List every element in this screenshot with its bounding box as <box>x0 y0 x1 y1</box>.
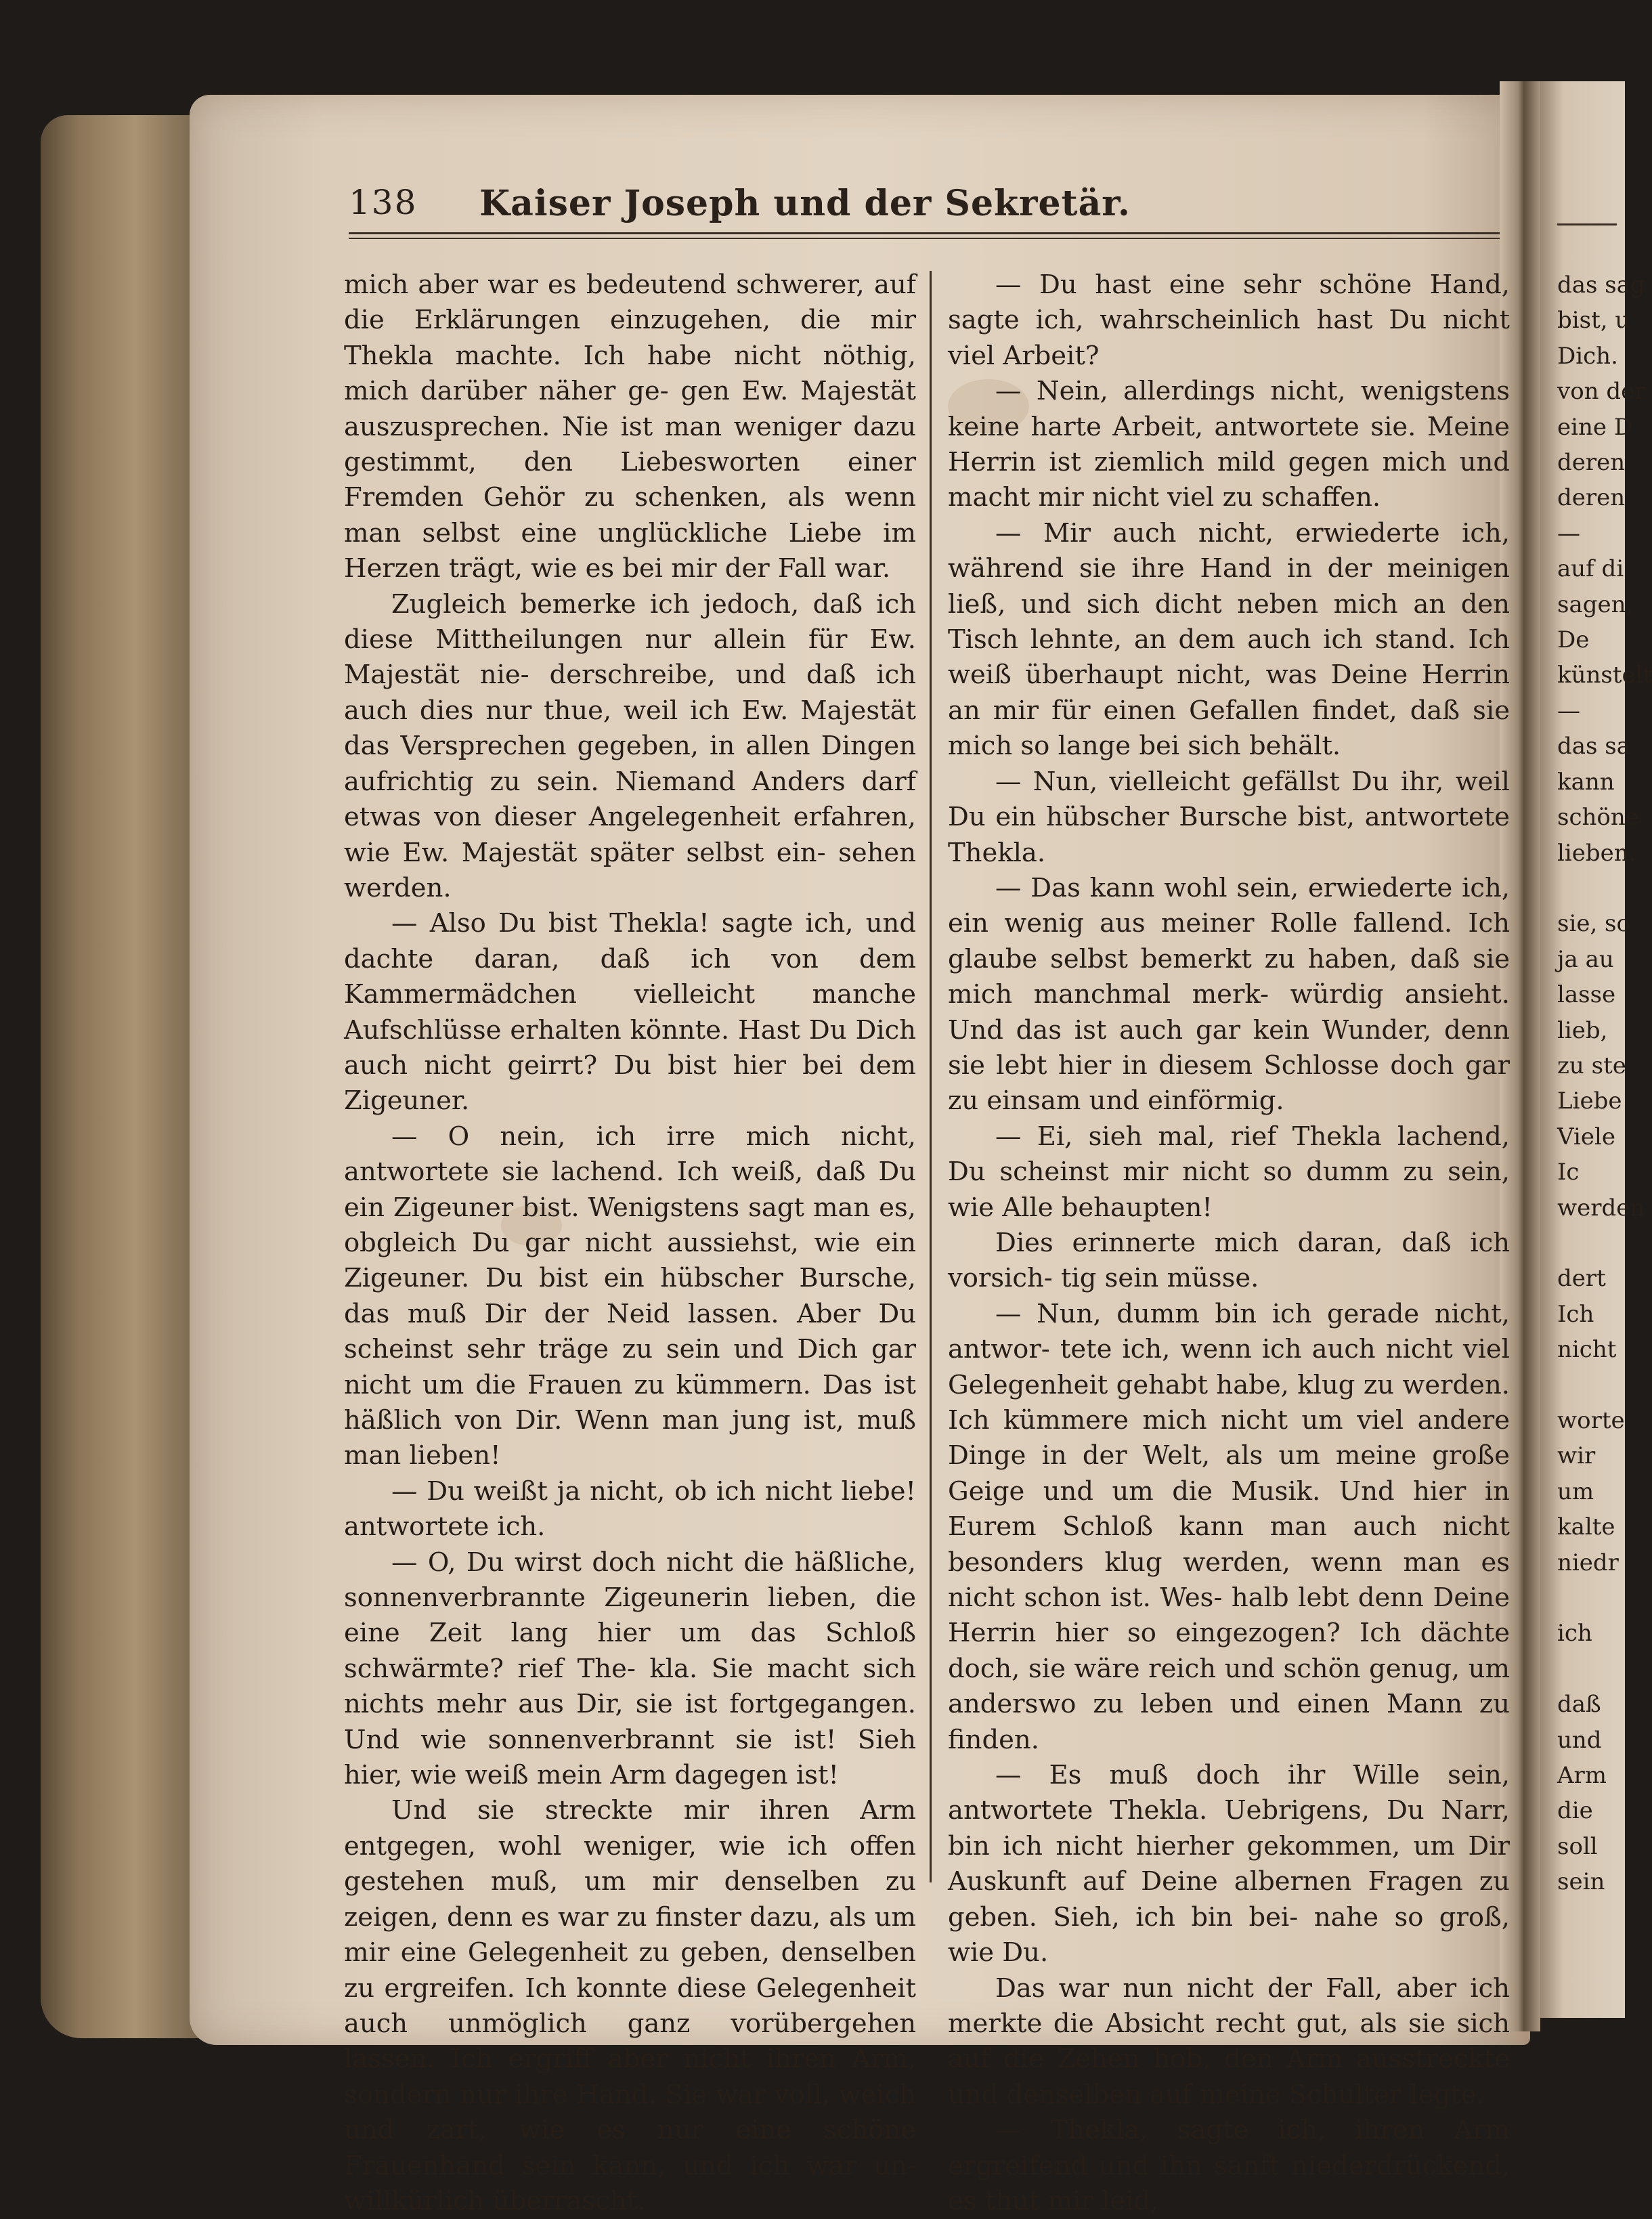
facing-page-fragment <box>1557 871 1617 906</box>
paragraph: Das war nun nicht der Fall, aber ich merkte die Absicht recht gut, als sie sich auf die Zehen hob, den Arm ausstreckte und denselben auf meine Schulter legte. <box>948 1973 1510 2110</box>
facing-page-fragment: bist, u <box>1557 307 1630 335</box>
facing-page-fragment: deren <box>1557 449 1626 477</box>
facing-page-fragment: auf di <box>1557 555 1624 583</box>
facing-page-fragment: das sag <box>1557 272 1645 299</box>
paragraph: — Also Du bist Thekla! sagte ich, und dachte daran, daß ich von dem Kammermädchen vielleicht manche Aufschlüsse erhalten könnte. Hast Du Dich auch nicht geirrt? Du bist hier bei dem Zigeuner. <box>344 908 916 1117</box>
facing-page-fragment: — <box>1557 519 1580 547</box>
facing-page-fragment <box>1557 1652 1617 1687</box>
facing-page-fragment: lieben. <box>1557 839 1636 867</box>
facing-page-fragment: nicht <box>1557 1336 1617 1364</box>
paragraph: Zugleich bemerke ich jedoch, daß ich diese Mittheilungen nur allein für Ew. Majestät nie- derschreibe, und daß ich auch dies nur thue, weil ich Ew. Majestät das Versprechen gegeben, in allen Dingen aufrichtig zu sein. Niemand Anders darf etwas von dieser Angelegenheit erfahren, wie Ew. Majestät später selbst ein- sehen werden. <box>344 588 916 903</box>
facing-page-fragment: und <box>1557 1726 1602 1754</box>
facing-page-fragment: soll <box>1557 1832 1598 1860</box>
paragraph: — Nun, vielleicht gefällst Du ihr, weil Du ein hübscher Bursche bist, antwortete Thekla. <box>948 766 1510 868</box>
paragraph: Und sie streckte mir ihren Arm entgegen, wohl weniger, wie ich offen gestehen muß, um mir denselben zu zeigen, denn es war zu finster dazu, als um mir eine Gelegenheit zu geben, denselben zu ergreifen. Ich konnte diese Gelegenheit auch unmöglich ganz vorübergehen lassen. Ich ergriff aber nicht ihren Arm, sondern nur ihre Hand. Sie war voll, weich und zart, wie es nur eine schöne Frauenhand sein kann, und ich war un- willkürlich überrascht. <box>344 1795 916 2216</box>
facing-page-fragment: wir <box>1557 1442 1596 1470</box>
facing-page-fragment: kann <box>1557 768 1615 796</box>
facing-page-fragment: Arm <box>1557 1762 1607 1790</box>
facing-page-rule <box>1557 223 1617 225</box>
facing-page-fragment: ich <box>1557 1620 1592 1647</box>
facing-page-fragment: dert <box>1557 1265 1606 1293</box>
paragraph: Dies erinnerte mich daran, daß ich vorsich- tig sein müsse. <box>948 1227 1510 1294</box>
facing-page-fragment: lieb, <box>1557 1016 1608 1044</box>
facing-page-fragment: Ich <box>1557 1300 1594 1328</box>
paragraph: — Das kann wohl sein, erwiederte ich, ein wenig aus meiner Rolle fallend. Ich glaube selbst bemerkt zu haben, daß sie mich manchmal merk- würdig ansieht. Und das ist auch gar kein Wunder, denn sie lebt hier in diesem Schlosse doch gar zu einsam und einförmig. <box>948 872 1510 1117</box>
facing-page-fragment <box>1557 1368 1617 1403</box>
facing-page-fragment: worte <box>1557 1407 1625 1434</box>
paragraph: — O nein, ich irre mich nicht, antwortete sie lachend. Ich weiß, daß Du ein Zigeuner bist. Wenigstens sagt man es, obgleich Du gar nicht aussiehst, wie ein Zigeuner. Du bist ein hübscher Bursche, das muß Dir der Neid lassen. Aber Du scheinst sehr träge zu sein und Dich gar nicht um die Frauen zu kümmern. Das ist häßlich von Dir. Wenn man jung ist, muß man lieben! <box>344 1121 916 1471</box>
facing-page-fragment: schöne <box>1557 804 1639 832</box>
facing-page-fragment: niedr <box>1557 1549 1619 1576</box>
facing-page-fragment: Dich. <box>1557 342 1618 370</box>
facing-page-fragment: um <box>1557 1478 1594 1505</box>
facing-page-fragment: Liebe <box>1557 1087 1622 1115</box>
facing-page-fragment: lasse <box>1557 981 1616 1009</box>
facing-page-text <box>1557 267 1652 1900</box>
facing-page-fragment: daß <box>1557 1691 1601 1719</box>
column-divider <box>930 271 932 1882</box>
paragraph: — Mir auch nicht, erwiederte ich, während sie ihre Hand in der meinigen ließ, und sich dicht neben mich an den Tisch lehnte, an dem auch ich stand. Ich weiß überhaupt nicht, was Deine Herrin an mir für einen Gefallen findet, daß sie mich so lange bei sich behält. <box>948 517 1510 762</box>
facing-page-fragment: sein <box>1557 1868 1605 1896</box>
facing-page-fragment <box>1557 1580 1617 1616</box>
paragraph: mich aber war es bedeutend schwerer, auf die Erklärungen einzugehen, die mir Thekla machte. Ich habe nicht nöthig, mich darüber näher ge- gen Ew. Majestät auszusprechen. Nie ist man weniger dazu gestimmt, den Liebesworten einer Fremden Gehör zu schenken, als wenn man selbst eine unglückliche Liebe im Herzen trägt, wie es bei mir der Fall war. <box>344 270 916 584</box>
paragraph: — Thekla, sagte ich, ihren Arm ergreifend und ihn sanft niederdrückend, es thut mir leid, <box>948 2115 1510 2216</box>
facing-page-fragment: kalte <box>1557 1513 1615 1541</box>
facing-page-fragment: Viele <box>1557 1123 1615 1150</box>
page-header <box>349 183 1500 230</box>
paragraph: — Du hast eine sehr schöne Hand, sagte ich, wahrscheinlich hast Du nicht viel Arbeit? <box>948 270 1510 371</box>
paragraph: — Ei, sieh mal, rief Thekla lachend, Du scheinst mir nicht so dumm zu sein, wie Alle behaupten! <box>948 1121 1510 1223</box>
paragraph: — O, Du wirst doch nicht die häßliche, sonnenverbrannte Zigeunerin lieben, die eine Zeit lang hier um das Schloß schwärmte? rief The- kla. Sie macht sich nichts mehr aus Dir, sie ist fortgegangen. Und wie sonnenverbrannt sie ist! Sieh hier, wie weiß mein Arm dagegen ist! <box>344 1547 916 1791</box>
paragraph: — Nun, dumm bin ich gerade nicht, antwor- tete ich, wenn ich auch nicht viel Gelegenheit gehabt habe, klug zu werden. Ich kümmere mich nicht um viel andere Dinge in der Welt, als um meine große Geige und um die Musik. Und hier in Eurem Schloß kann man auch nicht besonders klug werden, wenn man es nicht schon ist. Wes- halb lebt denn Deine Herrin hier so eingezogen? Ich dächte doch, sie wäre reich und schön genug, um anderswo zu leben und einen Mann zu finden. <box>948 1298 1510 1755</box>
facing-page-fragment: eine D <box>1557 413 1633 441</box>
header-rule <box>349 238 1500 239</box>
text-column-right <box>948 267 1510 2219</box>
running-title: Kaiser Joseph und der Sekretär. <box>479 183 1131 224</box>
facing-page-fragment: das sa <box>1557 733 1631 760</box>
facing-page-fragment: — <box>1557 697 1580 725</box>
facing-page-fragment <box>1557 1226 1617 1261</box>
facing-page-fragment: ja au <box>1557 945 1614 973</box>
facing-page-fragment: Ic <box>1557 1159 1580 1186</box>
paragraph: — Du weißt ja nicht, ob ich nicht liebe! antwortete ich. <box>344 1475 916 1543</box>
text-column-left <box>344 267 916 2219</box>
facing-page-fragment: künstelt <box>1557 662 1652 689</box>
facing-page-fragment: sagen, <box>1557 590 1634 618</box>
facing-page-fragment: sie, so <box>1557 910 1630 938</box>
facing-page-fragment: De <box>1557 626 1590 654</box>
facing-page-fragment: von der <box>1557 378 1646 406</box>
paragraph: — Nein, allerdings nicht, wenigstens keine harte Arbeit, antwortete sie. Meine Herrin ist ziemlich mild gegen mich und macht mir nicht viel zu schaffen. <box>948 376 1510 513</box>
header-rule <box>349 232 1500 234</box>
facing-page-fragment: zu ste <box>1557 1052 1626 1079</box>
facing-page-fragment: deren <box>1557 484 1626 512</box>
facing-page-fragment: werden <box>1557 1194 1645 1222</box>
page-number: 138 <box>349 183 418 222</box>
paragraph: — Es muß doch ihr Wille sein, antwortete Thekla. Uebrigens, Du Narr, bin ich nicht hierher gekommen, um Dir Auskunft auf Deine albernen Fragen zu geben. Sieh, ich bin bei- nahe so groß, wie Du. <box>948 1760 1510 1968</box>
facing-page-fragment: die <box>1557 1797 1593 1825</box>
